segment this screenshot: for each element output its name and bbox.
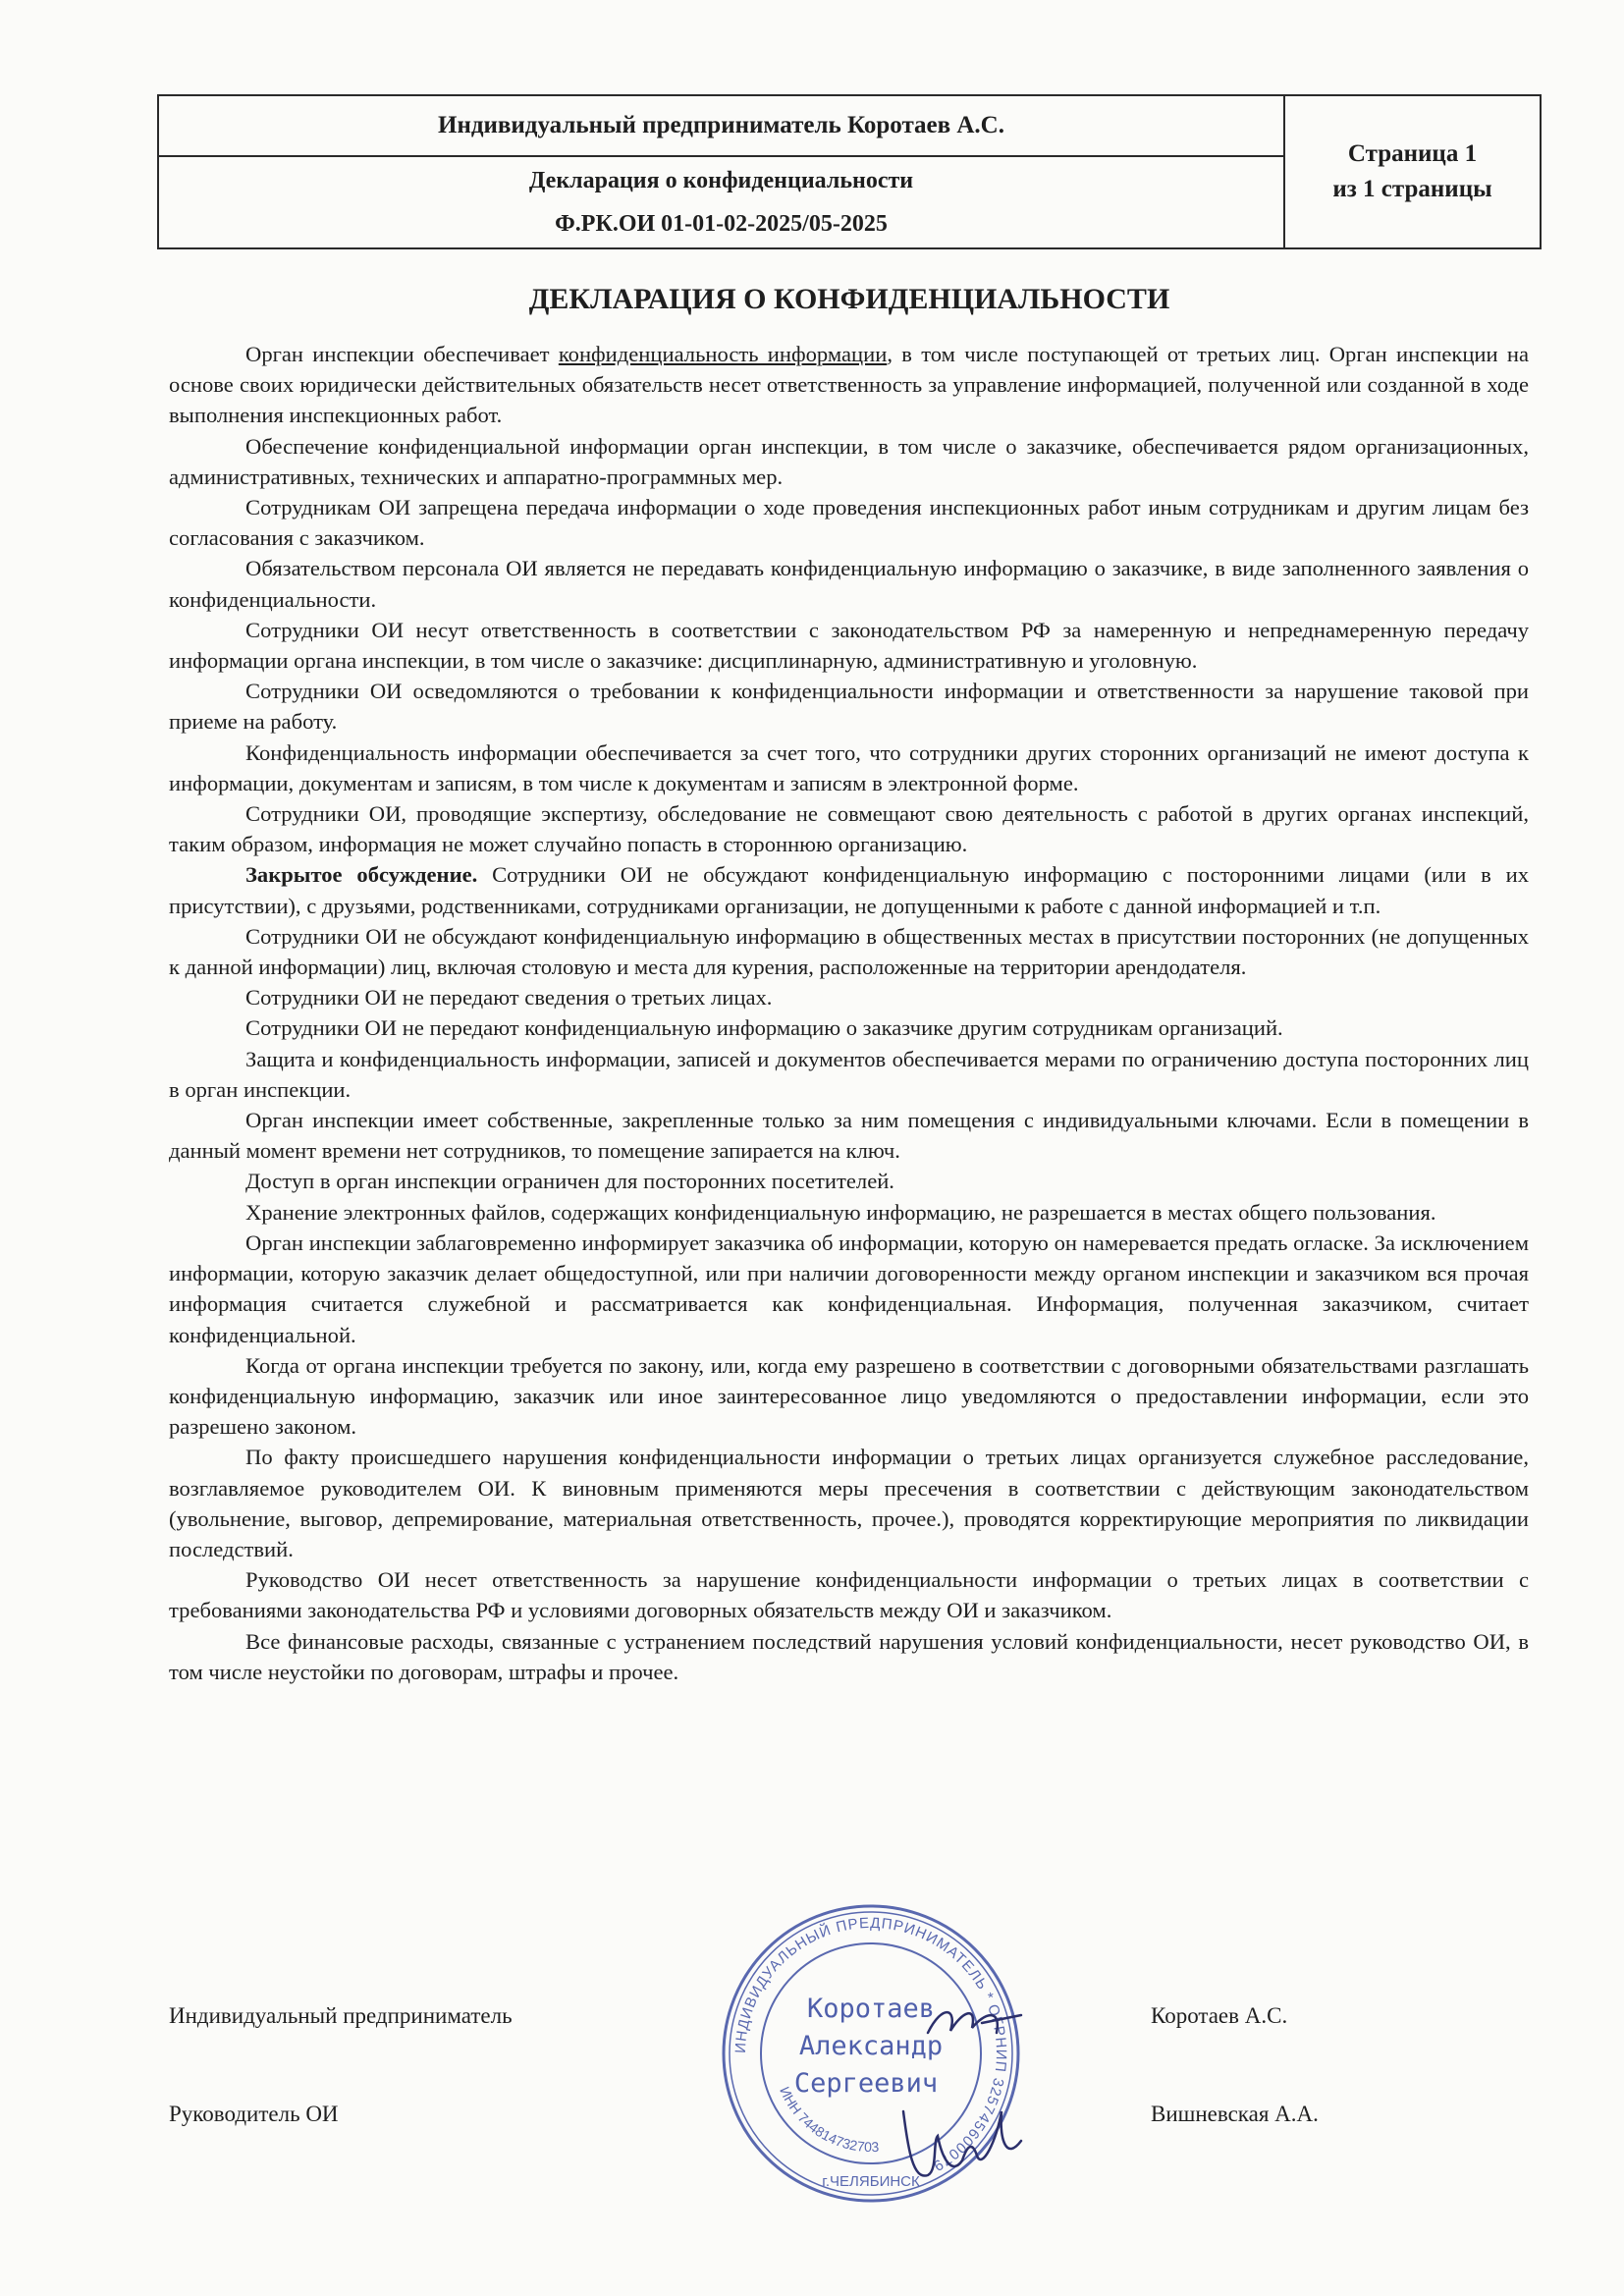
closed-discussion-heading: Закрытое обсуждение. — [245, 862, 478, 888]
seal-line3: Сергеевич — [793, 2068, 939, 2099]
header-page-cell — [1285, 96, 1540, 247]
paragraph: Орган инспекции имеет собственные, закрепленные только за ним помещения с индивидуальными ключами. Если в помещении в данный момент времени нет сотрудников, то помещение запирается на ключ. — [169, 1108, 1529, 1164]
paragraph: Конфиденциальность информации обеспечивается за счет того, что сотрудники других сторонних организаций не имеют доступа к информации, документам и записям, в том числе к документам и записям в электронной форме. — [169, 739, 1529, 795]
paragraph: Все финансовые расходы, связанные с устранением последствий нарушения условий конфиденциальности, несет руководство ОИ, в том числе неустойки по договорам, штрафы и прочее. — [169, 1628, 1529, 1684]
header-page-line1: Страница 1 — [1347, 140, 1478, 167]
paragraph: Сотрудники ОИ не передают конфиденциальную информацию о заказчике другим сотрудникам организаций. — [245, 1015, 1283, 1041]
paragraph: По факту происшедшего нарушения конфиденциальности информации о третьих лицах организуется служебное расследование, возглавляемое руководителем ОИ. К виновным применяются меры пресечения в соответствии с действующим законодательством (увольнение, выговор, депремирование, материальная ответственность, прочее.), проводятся корректирующие мероприятия по ликвидации последствий. — [169, 1445, 1529, 1561]
signature-name-ip: Коротаев А.С. — [1151, 2003, 1288, 2028]
paragraph-intro-end: , в том числе поступающей от третьих лиц. Орган инспекции на основе своих юридически действительных обязательств несет ответственность за управление информацией, полученной или созданной в ходе выполнения инспекционных работ. — [169, 342, 1529, 428]
paragraph: Когда от органа инспекции требуется по закону, или, когда ему разрешено в соответствии с договорными обязательствами разглашать конфиденциальную информацию, заказчик или иное заинтересованное лицо уведомляются о предоставлении информации, если это разрешено законом. — [169, 1352, 1529, 1440]
paragraph: Руководство ОИ несет ответственность за нарушение конфиденциальности информации о третьих лицах в соответствии с требованиями законодательства РФ и условиями договорных обязательств между ОИ и заказчиком. — [169, 1567, 1529, 1623]
seal-ring-text: ИНДИВИДУАЛЬНЫЙ ПРЕДПРИНИМАТЕЛЬ * ОГРНИП 325745600079 — [731, 1914, 1010, 2175]
paragraph: Сотрудники ОИ, проводящие экспертизу, обследование не совмещают свою деятельность с работой в других органах инспекций, таким образом, информация не может случайно попасть в стороннюю организацию. — [169, 801, 1529, 857]
seal-inn: ИНН 744814732703 — [777, 2084, 880, 2156]
signature-mark-ip — [923, 1994, 1031, 2052]
document-body — [169, 339, 1529, 1687]
paragraph: Сотрудники ОИ не обсуждают конфиденциальную информацию в общественных местах в присутствии посторонних (не допущенных к данной информации) лиц, включая столовую и места для курения, расположенные на территории арендодателя. — [169, 923, 1529, 980]
paragraph: Доступ в орган инспекции ограничен для посторонних посетителей. — [245, 1169, 894, 1194]
paragraph: Сотрудники ОИ не передают сведения о третьих лицах. — [245, 985, 773, 1011]
header-left-cell — [159, 96, 1285, 247]
paragraph-closed-discussion — [169, 859, 1529, 920]
paragraph: Сотрудники ОИ несут ответственность в соответствии с законодательством РФ за намеренную и непреднамеренную передачу информации органа инспекции, в том числе о заказчике: дисциплинарную, административную и уголовную. — [169, 617, 1529, 674]
header-doc-name: Декларация о конфиденциальности — [528, 168, 914, 193]
signature-mark-head — [884, 2082, 1041, 2190]
seal-line1: Коротаев — [806, 1994, 936, 2024]
seal-city: г.ЧЕЛЯБИНСК — [822, 2173, 920, 2190]
paragraph: Орган инспекции заблаговременно информирует заказчика об информации, которую он намеревается предать огласке. За исключением информации, которую заказчик делает общедоступной, или при наличии договоренности между органом инспекции и заказчиком вся прочая информация считается служебной и рассматривается как конфиденциальная. Информация, полученная заказчиком, считает конфиденциальной. — [169, 1230, 1529, 1347]
paragraph: Хранение электронных файлов, содержащих конфиденциальную информацию, не разрешается в местах общего пользования. — [245, 1199, 1436, 1225]
closed-discussion-text: Сотрудники ОИ не обсуждают конфиденциальную информацию с посторонними лицами (или в их присутствии), с друзьями, родственниками, сотрудниками организации, не допущенными к работе с данной информацией и т.п. — [169, 862, 1529, 918]
header-doc-code: Ф.РК.ОИ 01-01-02-2025/05-2025 — [555, 211, 888, 237]
underlined-term: конфиденциальность информации — [558, 342, 888, 366]
signature-role-ip: Индивидуальный предприниматель — [169, 2003, 513, 2028]
document-title: ДЕКЛАРАЦИЯ О КОНФИДЕНЦИАЛЬНОСТИ — [528, 283, 1170, 315]
paragraph: Защита и конфиденциальность информации, записей и документов обеспечивается мерами по ограничению доступа посторонних лиц в орган инспекции. — [169, 1046, 1529, 1102]
signature-name-head: Вишневская А.А. — [1151, 2102, 1319, 2126]
header-org-name: Индивидуальный предприниматель Коротаев А.С. — [159, 96, 1283, 157]
paragraph: Сотрудникам ОИ запрещена передача информации о ходе проведения инспекционных работ иным сотрудникам и другим лицам без согласования с заказчиком. — [169, 495, 1529, 551]
signature-role-head: Руководитель ОИ — [169, 2102, 339, 2126]
paragraph-intro-start: Орган инспекции обеспечивает — [245, 342, 559, 366]
paragraph: Обязательством персонала ОИ является не передавать конфиденциальную информацию о заказчике, в виде заполненного заявления о конфиденциальности. — [169, 556, 1529, 612]
header-table — [157, 94, 1542, 249]
header-doc-info — [159, 157, 1283, 247]
paragraph-intro — [169, 339, 1529, 431]
paragraph: Обеспечение конфиденциальной информации орган инспекции, в том числе о заказчике, обеспечивается рядом организационных, административных, технических и аппаратно-программных мер. — [169, 433, 1529, 489]
seal-line2: Александр — [798, 2031, 944, 2061]
paragraph: Сотрудники ОИ осведомляются о требовании к конфиденциальности информации и ответственности за нарушение таковой при приеме на работу. — [169, 679, 1529, 735]
header-page-line2: из 1 страницы — [1332, 176, 1492, 202]
